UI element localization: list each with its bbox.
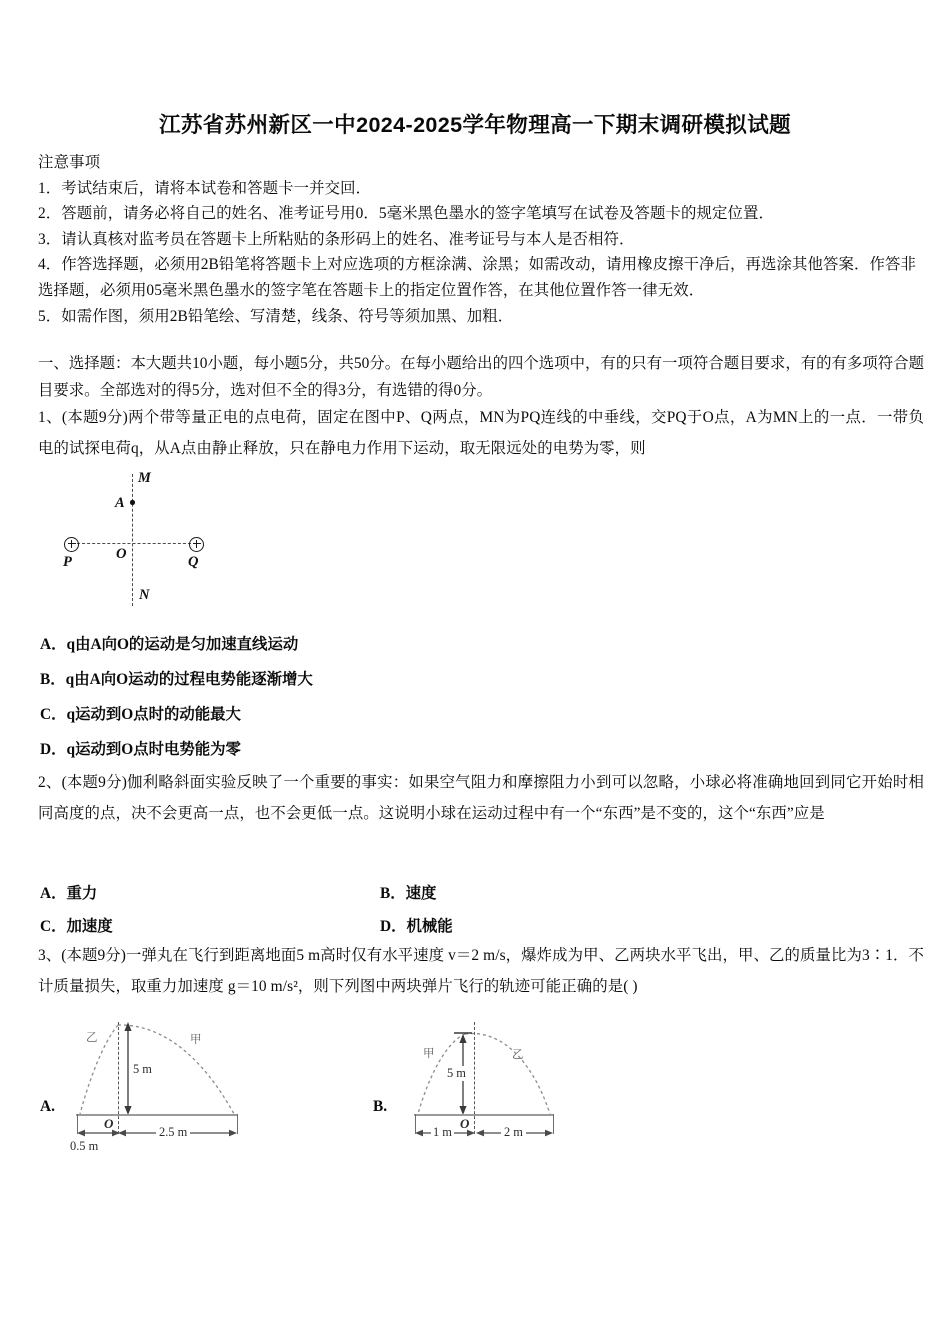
label-m: M xyxy=(138,470,151,486)
trajectory-b-ground-line xyxy=(414,1114,554,1116)
page-title: 江苏省苏州新区一中2024-2025学年物理高一下期末调研模拟试题 xyxy=(158,113,792,137)
notice-item-2: 2．答题前，请务必将自己的姓名、准考证号用0．5毫米黑色墨水的签字笔填写在试卷及答题卡的规定位置． xyxy=(38,205,774,223)
question-3-score-tag: (本题9分) xyxy=(61,947,127,964)
trajectory-b-right-fragment-label: 乙 xyxy=(512,1049,524,1061)
trajectory-a-origin-axis xyxy=(118,1022,119,1134)
notice-block xyxy=(38,150,920,329)
trajectory-b-origin-axis xyxy=(474,1022,475,1134)
notice-item-4: 4．作答选择题，必须用2B铅笔将答题卡上对应选项的方框涂满、涂黑；如需改动，请用橡皮擦干净后，再选涂其他答案．作答非选择题，必须用05毫米黑色墨水的签字笔在答题卡上的指定位置作答，在其他位置作答一律无效． xyxy=(38,256,916,299)
trajectory-a-right-dim-arrow-right xyxy=(229,1130,237,1137)
question-2-option-c[interactable]: C．加速度 xyxy=(40,918,113,935)
trajectory-b-right-curve xyxy=(465,1034,550,1114)
trajectory-b-tick-right xyxy=(553,1114,554,1134)
question-3-option-a-letter[interactable]: A. xyxy=(40,1098,55,1115)
question-1-option-c[interactable]: C．q运动到O点时的动能最大 xyxy=(40,706,241,723)
mn-vertical-dashed-line xyxy=(132,474,133,606)
trajectory-figure-b[interactable] xyxy=(398,1022,673,1162)
question-3-number: 3、 xyxy=(38,947,62,964)
trajectory-b-height-label: 5 m xyxy=(447,1066,466,1080)
trajectory-b-left-fragment-label: 甲 xyxy=(423,1048,435,1060)
label-q: Q xyxy=(188,554,199,570)
notice-item-1: 1．考试结束后，请将本试卷和答题卡一并交回． xyxy=(38,179,372,197)
label-a: A xyxy=(115,495,125,511)
trajectory-b-curves xyxy=(398,1022,673,1162)
trajectory-a-tick-right xyxy=(237,1114,238,1134)
question-2-stem xyxy=(38,767,924,829)
question-3-stem xyxy=(38,940,924,1002)
trajectory-a-right-dim-arrow-left xyxy=(118,1130,126,1137)
trajectory-a-origin-label: O xyxy=(104,1116,114,1131)
question-1-stem xyxy=(38,402,924,464)
trajectory-b-left-dim-arrow-left xyxy=(415,1130,423,1137)
trajectory-b-right-dim-arrow-right xyxy=(545,1130,553,1137)
notice-heading: 注意事项 xyxy=(38,154,101,171)
notice-item-3: 3．请认真核对监考员在答题卡上所粘贴的条形码上的姓名、准考证号与本人是否相符． xyxy=(38,230,635,248)
question-1-text: 两个带等量正电的点电荷，固定在图中P、Q两点，MN为PQ连线的中垂线，交PQ于O点，A为MN上的一点．一带负电的试探电荷q，从A点由静止释放，只在静电力作用下运动，取无限远处的电势为零，则 xyxy=(38,409,924,457)
question-2-score-tag: (本题9分) xyxy=(61,774,127,791)
pq-horizontal-dashed-line xyxy=(72,543,196,544)
trajectory-a-tick-left xyxy=(77,1114,78,1134)
label-n: N xyxy=(139,587,150,603)
point-a-dot xyxy=(130,500,135,505)
question-1-option-d[interactable]: D．q运动到O点时电势能为零 xyxy=(40,741,241,758)
section-heading: 一、选择题：本大题共10小题，每小题5分，共50分。在每小题给出的四个选项中，有的只有一项符合题目要求，有的有多项符合题目要求。全部选对的得5分，选对但不全的得3分，有选错的得0分。 xyxy=(38,355,924,399)
question-2-number: 2、 xyxy=(38,774,62,791)
trajectory-a-left-fragment-label: 乙 xyxy=(86,1032,98,1044)
point-charge-diagram xyxy=(20,468,270,613)
trajectory-figure-a[interactable] xyxy=(62,1022,337,1162)
notice-item-5: 5．如需作图，须用2B铅笔绘、写清楚，线条、符号等须加黑、加粗． xyxy=(38,307,514,325)
question-3-option-b-letter[interactable]: B. xyxy=(373,1098,388,1115)
question-1-option-a[interactable]: A．q由A向O的运动是匀加速直线运动 xyxy=(40,636,299,653)
trajectory-a-right-distance-label: 2.5 m xyxy=(156,1125,190,1140)
question-2-text: 伽利略斜面实验反映了一个重要的事实：如果空气阻力和摩擦阻力小到可以忽略，小球必将准确地回到同它开始时相同高度的点，决不会更高一点，也不会更低一点。这说明小球在运动过程中有一个“东西”是不变的，这个“东西”应是 xyxy=(38,774,924,822)
trajectory-a-height-label: 5 m xyxy=(133,1062,152,1076)
positive-charge-p-icon xyxy=(64,537,79,552)
label-p: P xyxy=(63,554,72,570)
trajectory-a-left-distance-label: 0.5 m xyxy=(70,1139,99,1153)
question-1-score-tag: (本题9分) xyxy=(61,409,128,426)
question-3-text: 一弹丸在飞行到距离地面5 m高时仅有水平速度 v＝2 m/s，爆炸成为甲、乙两块水平飞出，甲、乙的质量比为3∶1．不计质量损失，取重力加速度 g＝10 m/s²，则下列图中两块弹片飞行的轨迹可能正确的是( ) xyxy=(38,947,925,995)
question-1-option-b[interactable]: B．q由A向O运动的过程电势能逐渐增大 xyxy=(40,671,313,688)
label-o: O xyxy=(116,546,127,562)
question-2-option-b[interactable]: B．速度 xyxy=(380,885,437,902)
trajectory-a-right-fragment-label: 甲 xyxy=(190,1034,202,1046)
trajectory-b-right-dim-arrow-left xyxy=(476,1130,484,1137)
trajectory-b-height-arrow-up xyxy=(459,1034,466,1043)
question-2-option-a[interactable]: A．重力 xyxy=(40,885,98,902)
trajectory-b-left-distance-label: 1 m xyxy=(433,1125,452,1139)
positive-charge-q-icon xyxy=(189,537,204,552)
question-2-options xyxy=(40,877,600,943)
trajectory-a-left-dim-arrow-left xyxy=(77,1130,85,1137)
question-1-options xyxy=(40,627,600,767)
question-1-number: 1、 xyxy=(38,409,62,426)
trajectory-a-height-arrow-up xyxy=(124,1022,131,1031)
trajectory-b-right-distance-label: 2 m xyxy=(501,1125,526,1140)
trajectory-b-origin-label: O xyxy=(460,1116,470,1131)
trajectory-a-ground-line xyxy=(76,1114,238,1116)
question-2-option-d[interactable]: D．机械能 xyxy=(380,918,453,935)
trajectory-b-tick-left xyxy=(415,1114,416,1134)
